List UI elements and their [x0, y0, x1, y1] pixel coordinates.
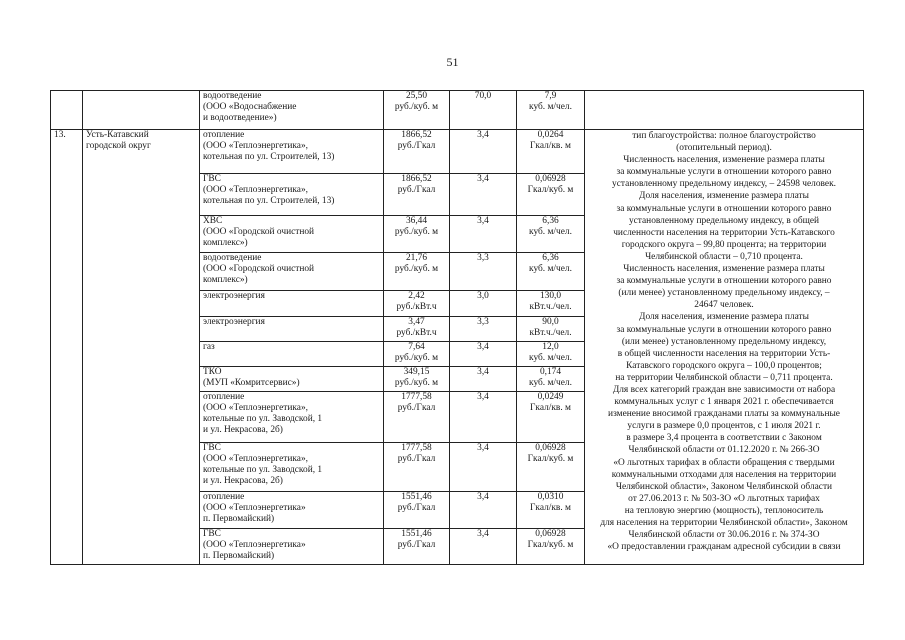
- service-cell: газ: [200, 342, 384, 367]
- service-cell: ХВС (ООО «Городской очистной комплекс»): [200, 216, 384, 253]
- percent-cell: 3,4: [450, 342, 517, 367]
- service-cell: электроэнергия: [200, 291, 384, 317]
- volume-cell: 0,06928 Гкал/куб. м: [517, 174, 585, 216]
- volume-cell: 0,174 куб. м/чел.: [517, 367, 585, 392]
- service-cell: ГВС (ООО «Теплоэнергетика», котельные по ул. Заводской, 1 и ул. Некрасова, 2б): [200, 443, 384, 492]
- percent-cell: 3,3: [450, 317, 517, 342]
- note-line: изменение вносимой гражданами платы за коммунальные: [608, 409, 840, 420]
- note-line: Челябинской области от 30.06.2016 г. № 374-ЗО: [628, 530, 820, 541]
- service-cell: отопление (ООО «Теплоэнергетика», котельные по ул. Заводской, 1 и ул. Некрасова, 2б): [200, 392, 384, 443]
- percent-cell: 3,3: [450, 253, 517, 291]
- volume-cell: 0,0310 Гкал/кв. м: [517, 492, 585, 529]
- percent-cell: 3,4: [450, 492, 517, 529]
- note-line: Численность населения, изменение размера платы: [623, 155, 825, 166]
- tariff-table: [50, 90, 864, 565]
- note-line: в размере 3,4 процента в соответствии с Законом: [626, 433, 822, 444]
- tariff-cell: 1866,52 руб./Гкал: [384, 174, 450, 216]
- notes-cell: [585, 130, 864, 565]
- note-line: Доля населения, изменение размера платы: [639, 312, 809, 323]
- tariff-cell: 1866,52 руб./Гкал: [384, 130, 450, 174]
- entity-number: 13.: [51, 130, 83, 565]
- tariff-cell: 2,42 руб./кВт.ч: [384, 291, 450, 317]
- note-line: (или менее) установленному предельному индексу, –: [618, 288, 830, 299]
- note-line: Челябинской области от 01.12.2020 г. № 266-ЗО: [628, 445, 820, 456]
- tariff-cell: 3,47 руб./кВт.ч: [384, 317, 450, 342]
- note-line: Численность населения, изменение размера платы: [623, 264, 825, 275]
- note-line: за коммунальные услуги в отношении которого равно: [616, 324, 832, 335]
- note-line: от 27.06.2013 г. № 503-ЗО «О льготных тарифах: [628, 493, 820, 504]
- tariff-cell: 1551,46 руб./Гкал: [384, 529, 450, 565]
- volume-cell: 7,9 куб. м/чел.: [517, 91, 585, 130]
- tariff-cell: 36,44 руб./куб. м: [384, 216, 450, 253]
- note-line: коммунальными отходами для населения на территории: [611, 469, 837, 480]
- tariff-cell: 1777,58 руб./Гкал: [384, 392, 450, 443]
- note-line: на территории Челябинской области – 0,711 процента.: [615, 372, 833, 383]
- service-cell: водоотведение (ООО «Водоснабжение и водоотведение»): [200, 91, 384, 130]
- service-cell: ТКО (МУП «Комритсервис»): [200, 367, 384, 392]
- note-line: Для всех категорий граждан вне зависимости от набора: [612, 384, 836, 395]
- table-row: [51, 91, 864, 130]
- tariff-cell: 25,50 руб./куб. м: [384, 91, 450, 130]
- tariff-cell: 1551,46 руб./Гкал: [384, 492, 450, 529]
- note-line: Челябинской области – 0,710 процента.: [645, 251, 803, 262]
- note-cell: [585, 91, 864, 130]
- note-line: Челябинской области», Законом Челябинской области: [615, 481, 833, 492]
- row-number-cell: [51, 91, 83, 130]
- note-line: Катавского городского округа – 100,0 процентов;: [626, 360, 822, 371]
- volume-cell: 0,0249 Гкал/кв. м: [517, 392, 585, 443]
- tariff-cell: 1777,58 руб./Гкал: [384, 443, 450, 492]
- service-cell: ГВС (ООО «Теплоэнергетика», котельная по ул. Строителей, 13): [200, 174, 384, 216]
- volume-cell: 6,36 куб. м/чел.: [517, 253, 585, 291]
- note-line: установленному предельному индексу, – 24598 человек.: [612, 179, 836, 190]
- volume-cell: 0,06928 Гкал/куб. м: [517, 529, 585, 565]
- volume-cell: 90,0 кВт.ч./чел.: [517, 317, 585, 342]
- note-line: в общей численности населения на территории Усть-: [617, 348, 831, 359]
- volume-cell: 0,0264 Гкал/кв. м: [517, 130, 585, 174]
- note-line: для населения на территории Челябинской области», Законом: [600, 518, 848, 528]
- tariff-cell: 21,76 руб./куб. м: [384, 253, 450, 291]
- percent-cell: 3,4: [450, 130, 517, 174]
- volume-cell: 12,0 куб. м/чел.: [517, 342, 585, 367]
- note-line: коммунальных услуг с 1 января 2021 г. обеспечивается: [614, 397, 834, 408]
- volume-cell: 0,06928 Гкал/куб. м: [517, 443, 585, 492]
- note-line: на тепловую энергию (мощность), теплоноситель: [624, 505, 824, 516]
- percent-cell: 3,4: [450, 216, 517, 253]
- note-line: за коммунальные услуги в отношении которого равно: [616, 276, 832, 287]
- percent-cell: 3,4: [450, 392, 517, 443]
- note-line: тип благоустройства: полное благоустройство: [632, 131, 816, 141]
- percent-cell: 3,4: [450, 174, 517, 216]
- note-line: Доля населения, изменение размера платы: [639, 191, 809, 202]
- note-line: городского округа – 99,80 процента; на территории: [621, 239, 827, 250]
- note-line: установленному предельному индексу, в общей: [628, 215, 820, 226]
- service-cell: отопление (ООО «Теплоэнергетика», котельная по ул. Строителей, 13): [200, 130, 384, 174]
- tariff-cell: 7,64 руб./куб. м: [384, 342, 450, 367]
- percent-cell: 3,0: [450, 291, 517, 317]
- table-row: [51, 130, 864, 174]
- note-line: услуги в размере 0,0 процентов, с 1 июля 2021 г.: [627, 421, 821, 432]
- percent-cell: 70,0: [450, 91, 517, 130]
- note-line: (или менее) установленному предельному индексу,: [621, 336, 827, 347]
- service-cell: водоотведение (ООО «Городской очистной комплекс»): [200, 253, 384, 291]
- percent-cell: 3,4: [450, 443, 517, 492]
- entity-name: Усть-Катавский городской округ: [83, 130, 200, 565]
- percent-cell: 3,4: [450, 367, 517, 392]
- note-line: за коммунальные услуги в отношении которого равно: [616, 167, 832, 178]
- tariff-cell: 349,15 руб./куб. м: [384, 367, 450, 392]
- service-cell: ГВС (ООО «Теплоэнергетика» п. Первомайский): [200, 529, 384, 565]
- percent-cell: 3,4: [450, 529, 517, 565]
- page-number: 51: [446, 55, 459, 69]
- volume-cell: 130,0 кВт.ч./чел.: [517, 291, 585, 317]
- service-cell: электроэнергия: [200, 317, 384, 342]
- note-line: «О льготных тарифах в области обращения с твердыми: [613, 457, 835, 468]
- entity-cell: [83, 91, 200, 130]
- note-line: 24647 человек.: [694, 300, 754, 311]
- volume-cell: 6,36 куб. м/чел.: [517, 216, 585, 253]
- service-cell: отопление (ООО «Теплоэнергетика» п. Первомайский): [200, 492, 384, 529]
- note-line: за коммунальные услуги в отношении которого равно: [616, 203, 832, 214]
- note-line: численности населения на территории Усть-Катавского: [613, 227, 835, 238]
- note-line: «О предоставлении гражданам адресной субсидии в связи: [607, 542, 841, 553]
- note-line: (отопительный период).: [676, 143, 772, 154]
